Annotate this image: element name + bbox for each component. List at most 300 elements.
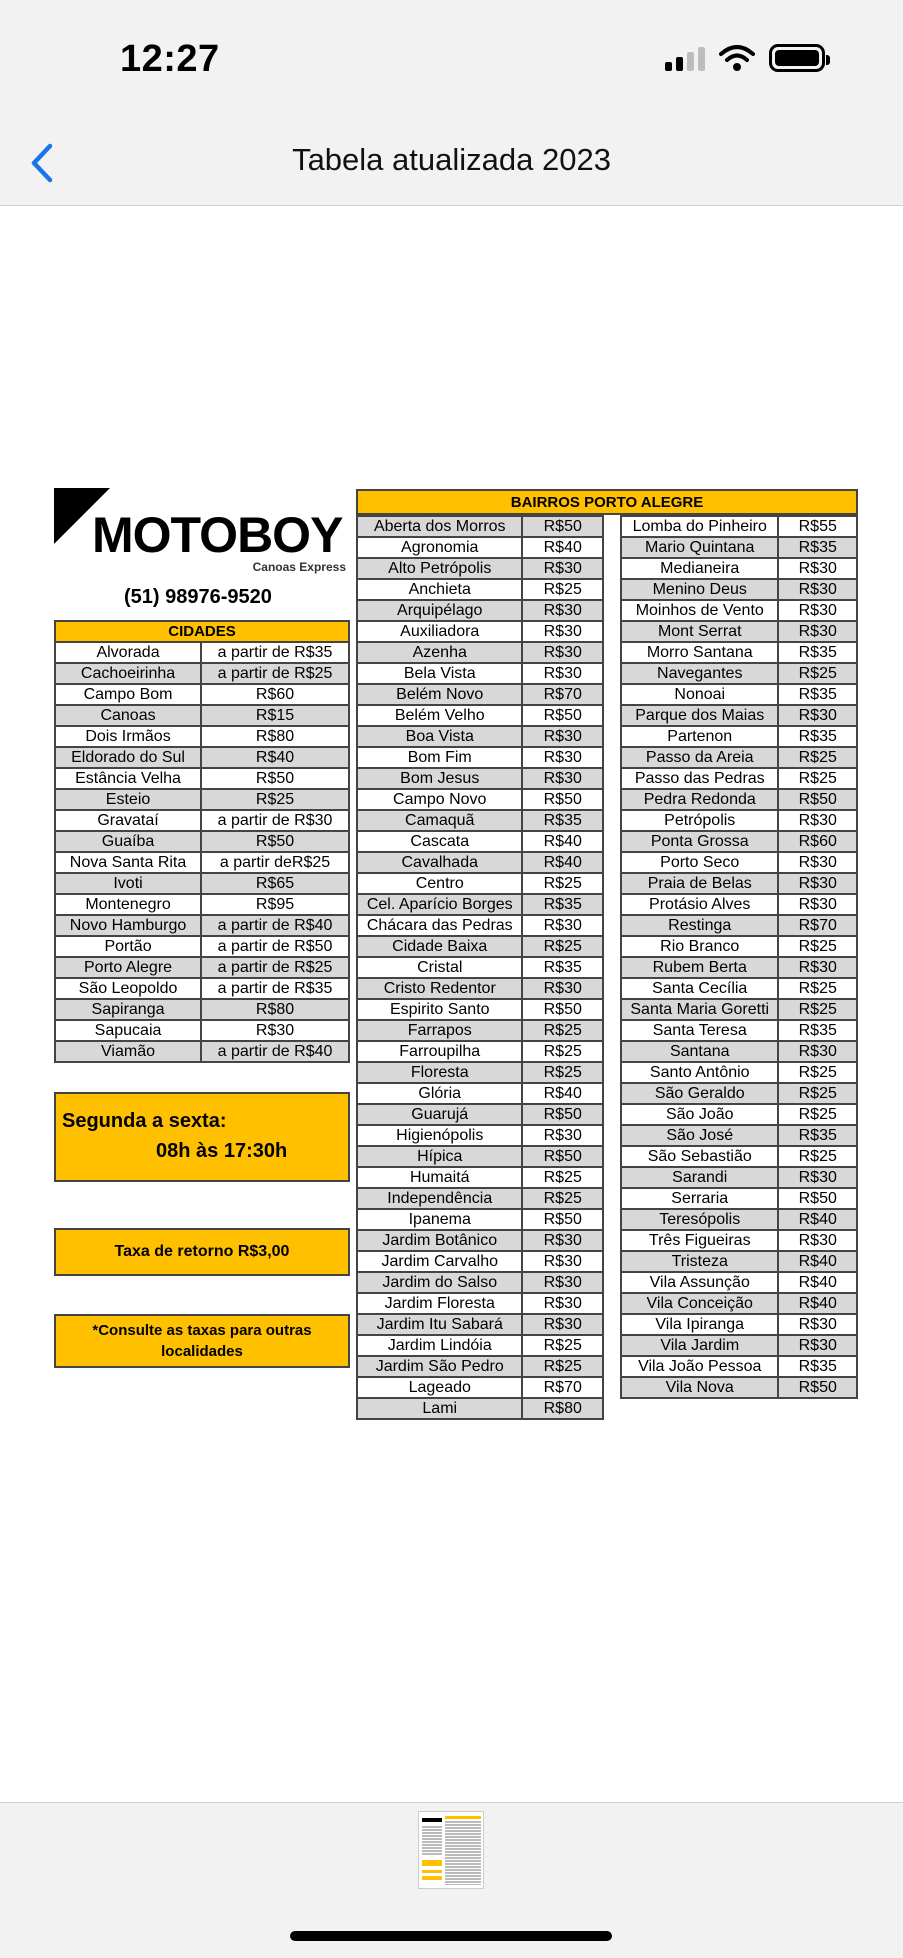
place-name-cell: Cristo Redentor: [357, 978, 522, 999]
price-cell: R$30: [522, 642, 603, 663]
place-name-cell: Santa Maria Goretti: [621, 999, 778, 1020]
bairros-header: BAIRROS PORTO ALEGRE: [357, 490, 857, 514]
place-name-cell: Boa Vista: [357, 726, 522, 747]
cidade-row: [55, 684, 349, 705]
wifi-icon: [719, 44, 755, 72]
place-name-cell: Passo da Areia: [621, 747, 778, 768]
bairros-header-table: [356, 489, 858, 515]
place-name-cell: Partenon: [621, 726, 778, 747]
bairro-row: [357, 600, 603, 621]
price-cell: a partir de R$40: [201, 1041, 349, 1062]
price-cell: R$30: [778, 873, 857, 894]
taxa-retorno-box: [54, 1228, 350, 1276]
place-name-cell: Santana: [621, 1041, 778, 1062]
place-name-cell: Campo Novo: [357, 789, 522, 810]
place-name-cell: Belém Velho: [357, 705, 522, 726]
price-cell: R$30: [778, 1167, 857, 1188]
price-cell: R$50: [201, 831, 349, 852]
taxa-retorno-text: Taxa de retorno R$3,00: [114, 1243, 290, 1260]
price-cell: R$30: [778, 621, 857, 642]
price-cell: R$30: [778, 1230, 857, 1251]
place-name-cell: Jardim Lindóia: [357, 1335, 522, 1356]
price-cell: R$30: [522, 1230, 603, 1251]
place-name-cell: Nonoai: [621, 684, 778, 705]
price-cell: R$30: [522, 1251, 603, 1272]
bairro-row: [357, 1251, 603, 1272]
price-cell: R$50: [522, 1209, 603, 1230]
place-name-cell: Bela Vista: [357, 663, 522, 684]
price-cell: R$40: [778, 1209, 857, 1230]
price-cell: R$40: [522, 1083, 603, 1104]
bairro-row: [621, 1020, 857, 1041]
cidade-row: [55, 705, 349, 726]
bairro-row: [357, 999, 603, 1020]
price-cell: R$40: [522, 537, 603, 558]
price-cell: R$30: [522, 747, 603, 768]
battery-icon: [769, 44, 825, 72]
place-name-cell: Independência: [357, 1188, 522, 1209]
place-name-cell: Alvorada: [55, 642, 201, 663]
page-thumbnail[interactable]: [418, 1811, 484, 1889]
price-cell: R$25: [522, 1041, 603, 1062]
place-name-cell: Aberta dos Morros: [357, 516, 522, 537]
place-name-cell: Viamão: [55, 1041, 201, 1062]
place-name-cell: Campo Bom: [55, 684, 201, 705]
place-name-cell: São João: [621, 1104, 778, 1125]
bairro-row: [621, 789, 857, 810]
bairro-row: [621, 558, 857, 579]
price-cell: R$35: [778, 726, 857, 747]
price-cell: R$30: [522, 621, 603, 642]
cidade-row: [55, 978, 349, 999]
place-name-cell: Dois Irmãos: [55, 726, 201, 747]
bairro-row: [357, 1356, 603, 1377]
bairro-row: [357, 558, 603, 579]
place-name-cell: Belém Novo: [357, 684, 522, 705]
place-name-cell: Tristeza: [621, 1251, 778, 1272]
price-cell: R$30: [201, 1020, 349, 1041]
bairro-row: [621, 516, 857, 537]
bairro-row: [621, 705, 857, 726]
consulte-box: [54, 1314, 350, 1368]
bairro-row: [621, 768, 857, 789]
place-name-cell: Farrapos: [357, 1020, 522, 1041]
bairro-row: [621, 1377, 857, 1398]
bairro-row: [357, 1062, 603, 1083]
bairro-row: [621, 1293, 857, 1314]
price-cell: R$80: [201, 999, 349, 1020]
price-cell: R$25: [778, 747, 857, 768]
price-cell: R$25: [522, 1188, 603, 1209]
place-name-cell: Eldorado do Sul: [55, 747, 201, 768]
place-name-cell: Porto Alegre: [55, 957, 201, 978]
bairro-row: [621, 1125, 857, 1146]
price-cell: R$55: [778, 516, 857, 537]
price-cell: a partir de R$40: [201, 915, 349, 936]
bairro-row: [357, 1146, 603, 1167]
price-cell: R$25: [522, 936, 603, 957]
place-name-cell: Sapiranga: [55, 999, 201, 1020]
place-name-cell: Moinhos de Vento: [621, 600, 778, 621]
place-name-cell: Arquipélago: [357, 600, 522, 621]
price-cell: R$30: [522, 1314, 603, 1335]
status-time: 12:27: [120, 38, 220, 80]
bairro-row: [621, 1041, 857, 1062]
place-name-cell: Rubem Berta: [621, 957, 778, 978]
place-name-cell: Restinga: [621, 915, 778, 936]
bairro-row: [357, 873, 603, 894]
place-name-cell: Bom Jesus: [357, 768, 522, 789]
bairro-row: [621, 810, 857, 831]
bairro-row: [621, 1251, 857, 1272]
cidade-row: [55, 747, 349, 768]
price-cell: R$30: [778, 705, 857, 726]
logo-subtitle: Canoas Express: [252, 560, 346, 574]
price-cell: R$35: [778, 1020, 857, 1041]
place-name-cell: Jardim Botânico: [357, 1230, 522, 1251]
motoboy-logo: [54, 488, 350, 628]
price-cell: R$25: [778, 663, 857, 684]
document-viewer[interactable]: [0, 206, 903, 1802]
cidade-row: [55, 1041, 349, 1062]
place-name-cell: Humaitá: [357, 1167, 522, 1188]
price-cell: R$50: [522, 1146, 603, 1167]
place-name-cell: Praia de Belas: [621, 873, 778, 894]
bairro-row: [357, 1398, 603, 1419]
bairro-row: [357, 579, 603, 600]
bairro-row: [621, 1209, 857, 1230]
bairro-row: [621, 1314, 857, 1335]
logo-phone: (51) 98976-9520: [124, 586, 272, 608]
place-name-cell: Vila João Pessoa: [621, 1356, 778, 1377]
price-cell: R$35: [522, 810, 603, 831]
price-cell: R$35: [778, 1356, 857, 1377]
place-name-cell: São Sebastião: [621, 1146, 778, 1167]
bairro-row: [357, 789, 603, 810]
cidades-header: CIDADES: [55, 621, 349, 642]
status-icons: [665, 44, 825, 72]
bairro-row: [357, 663, 603, 684]
price-cell: R$50: [778, 789, 857, 810]
bairro-row: [621, 684, 857, 705]
price-cell: a partir de R$35: [201, 642, 349, 663]
bairro-row: [357, 936, 603, 957]
price-cell: R$60: [778, 831, 857, 852]
bairro-row: [357, 705, 603, 726]
bairro-row: [357, 1314, 603, 1335]
price-cell: R$25: [522, 1335, 603, 1356]
status-bar: [0, 0, 903, 120]
bairro-row: [357, 957, 603, 978]
place-name-cell: Alto Petrópolis: [357, 558, 522, 579]
place-name-cell: Floresta: [357, 1062, 522, 1083]
price-cell: R$95: [201, 894, 349, 915]
price-cell: R$30: [778, 894, 857, 915]
place-name-cell: Pedra Redonda: [621, 789, 778, 810]
place-name-cell: Santa Teresa: [621, 1020, 778, 1041]
price-cell: R$25: [778, 999, 857, 1020]
place-name-cell: Ponta Grossa: [621, 831, 778, 852]
price-cell: R$50: [522, 999, 603, 1020]
bairro-row: [357, 1377, 603, 1398]
bairro-row: [621, 1188, 857, 1209]
bairro-row: [357, 726, 603, 747]
price-cell: R$30: [778, 1314, 857, 1335]
bairro-row: [357, 1125, 603, 1146]
hours-days: Segunda a sexta:: [62, 1110, 227, 1132]
price-cell: R$70: [522, 684, 603, 705]
cidades-table: [54, 620, 350, 1063]
place-name-cell: Azenha: [357, 642, 522, 663]
price-cell: R$35: [522, 894, 603, 915]
place-name-cell: Passo das Pedras: [621, 768, 778, 789]
bairro-row: [357, 1272, 603, 1293]
bairro-row: [357, 1020, 603, 1041]
price-cell: R$30: [522, 663, 603, 684]
bairro-row: [621, 579, 857, 600]
bairro-row: [621, 726, 857, 747]
place-name-cell: São Leopoldo: [55, 978, 201, 999]
place-name-cell: Lomba do Pinheiro: [621, 516, 778, 537]
price-cell: R$30: [522, 1272, 603, 1293]
price-cell: R$50: [778, 1188, 857, 1209]
place-name-cell: Esteio: [55, 789, 201, 810]
bairro-row: [621, 1104, 857, 1125]
price-cell: R$25: [778, 1062, 857, 1083]
place-name-cell: Cavalhada: [357, 852, 522, 873]
price-cell: R$40: [778, 1293, 857, 1314]
place-name-cell: Sarandi: [621, 1167, 778, 1188]
place-name-cell: Gravataí: [55, 810, 201, 831]
place-name-cell: Menino Deus: [621, 579, 778, 600]
place-name-cell: Chácara das Pedras: [357, 915, 522, 936]
place-name-cell: Lami: [357, 1398, 522, 1419]
price-cell: R$40: [778, 1251, 857, 1272]
place-name-cell: Mario Quintana: [621, 537, 778, 558]
price-cell: R$30: [522, 768, 603, 789]
cidade-row: [55, 642, 349, 663]
bairro-row: [621, 1167, 857, 1188]
place-name-cell: Higienópolis: [357, 1125, 522, 1146]
price-cell: R$30: [522, 726, 603, 747]
place-name-cell: Vila Conceição: [621, 1293, 778, 1314]
bairro-row: [621, 957, 857, 978]
place-name-cell: Jardim Carvalho: [357, 1251, 522, 1272]
price-cell: R$30: [522, 558, 603, 579]
place-name-cell: Auxiliadora: [357, 621, 522, 642]
hours-time: 08h às 17:30h: [156, 1140, 288, 1162]
price-cell: R$65: [201, 873, 349, 894]
bairro-row: [621, 1230, 857, 1251]
cidade-row: [55, 957, 349, 978]
place-name-cell: Glória: [357, 1083, 522, 1104]
price-cell: R$50: [778, 1377, 857, 1398]
bairro-row: [357, 810, 603, 831]
place-name-cell: Agronomia: [357, 537, 522, 558]
bairro-row: [357, 894, 603, 915]
price-cell: R$40: [201, 747, 349, 768]
bairro-row: [621, 747, 857, 768]
page-title: Tabela atualizada 2023: [292, 142, 611, 177]
place-name-cell: Nova Santa Rita: [55, 852, 201, 873]
bairro-row: [621, 999, 857, 1020]
place-name-cell: Sapucaia: [55, 1020, 201, 1041]
bairro-row: [357, 1230, 603, 1251]
bairro-row: [621, 873, 857, 894]
place-name-cell: Estância Velha: [55, 768, 201, 789]
cidade-row: [55, 831, 349, 852]
price-cell: R$30: [778, 558, 857, 579]
cidade-row: [55, 810, 349, 831]
cellular-signal-icon: [665, 45, 705, 71]
price-cell: R$70: [778, 915, 857, 936]
price-cell: R$30: [778, 1041, 857, 1062]
bairro-row: [357, 768, 603, 789]
place-name-cell: Cachoeirinha: [55, 663, 201, 684]
place-name-cell: Canoas: [55, 705, 201, 726]
bairro-row: [357, 1293, 603, 1314]
bairro-row: [621, 978, 857, 999]
price-cell: R$25: [778, 1146, 857, 1167]
bairro-row: [357, 537, 603, 558]
bairro-row: [357, 852, 603, 873]
price-cell: R$30: [778, 852, 857, 873]
bairro-row: [357, 1209, 603, 1230]
price-cell: R$30: [778, 810, 857, 831]
place-name-cell: Serraria: [621, 1188, 778, 1209]
price-cell: a partir deR$25: [201, 852, 349, 873]
place-name-cell: Morro Santana: [621, 642, 778, 663]
place-name-cell: São Geraldo: [621, 1083, 778, 1104]
bairro-row: [621, 1272, 857, 1293]
cidade-row: [55, 789, 349, 810]
bairro-row: [357, 1083, 603, 1104]
bairro-row: [357, 516, 603, 537]
place-name-cell: Anchieta: [357, 579, 522, 600]
place-name-cell: Santa Cecília: [621, 978, 778, 999]
price-cell: R$60: [201, 684, 349, 705]
place-name-cell: Protásio Alves: [621, 894, 778, 915]
cidade-row: [55, 852, 349, 873]
bairro-row: [357, 1188, 603, 1209]
price-cell: R$30: [522, 600, 603, 621]
price-cell: R$80: [201, 726, 349, 747]
price-cell: R$40: [778, 1272, 857, 1293]
place-name-cell: Rio Branco: [621, 936, 778, 957]
place-name-cell: Cristal: [357, 957, 522, 978]
place-name-cell: Navegantes: [621, 663, 778, 684]
bairro-row: [621, 894, 857, 915]
price-cell: R$15: [201, 705, 349, 726]
place-name-cell: Lageado: [357, 1377, 522, 1398]
place-name-cell: Cascata: [357, 831, 522, 852]
place-name-cell: Farroupilha: [357, 1041, 522, 1062]
price-cell: R$30: [778, 579, 857, 600]
bairro-row: [357, 1104, 603, 1125]
bairros-right-table: [620, 515, 858, 1399]
bairros-left-table: [356, 515, 604, 1420]
price-cell: R$25: [522, 873, 603, 894]
price-cell: R$35: [778, 1125, 857, 1146]
place-name-cell: Cel. Aparício Borges: [357, 894, 522, 915]
price-cell: a partir de R$50: [201, 936, 349, 957]
place-name-cell: Bom Fim: [357, 747, 522, 768]
bairro-row: [357, 1167, 603, 1188]
price-cell: R$25: [522, 1356, 603, 1377]
place-name-cell: Camaquã: [357, 810, 522, 831]
place-name-cell: Jardim do Salso: [357, 1272, 522, 1293]
place-name-cell: Montenegro: [55, 894, 201, 915]
cidade-row: [55, 663, 349, 684]
price-cell: R$40: [522, 852, 603, 873]
price-cell: R$50: [522, 1104, 603, 1125]
price-cell: R$30: [778, 957, 857, 978]
price-cell: R$25: [522, 1062, 603, 1083]
place-name-cell: Espirito Santo: [357, 999, 522, 1020]
price-cell: a partir de R$30: [201, 810, 349, 831]
bairro-row: [357, 642, 603, 663]
bairro-row: [621, 1146, 857, 1167]
bottom-toolbar: [0, 1802, 903, 1958]
price-cell: R$25: [522, 1020, 603, 1041]
bairro-row: [621, 1356, 857, 1377]
nav-bar: [0, 120, 903, 206]
bairro-row: [621, 852, 857, 873]
place-name-cell: Guaíba: [55, 831, 201, 852]
cidade-row: [55, 873, 349, 894]
home-indicator[interactable]: [290, 1931, 612, 1941]
bairro-row: [357, 1041, 603, 1062]
price-cell: R$50: [522, 789, 603, 810]
place-name-cell: Ipanema: [357, 1209, 522, 1230]
price-cell: R$35: [778, 537, 857, 558]
place-name-cell: Petrópolis: [621, 810, 778, 831]
bairro-row: [357, 684, 603, 705]
place-name-cell: Porto Seco: [621, 852, 778, 873]
price-cell: a partir de R$35: [201, 978, 349, 999]
bairro-row: [357, 1335, 603, 1356]
price-cell: R$50: [522, 705, 603, 726]
bairro-row: [357, 831, 603, 852]
price-cell: R$25: [778, 978, 857, 999]
bairro-row: [357, 915, 603, 936]
place-name-cell: Portão: [55, 936, 201, 957]
place-name-cell: Hípica: [357, 1146, 522, 1167]
price-cell: R$25: [522, 1167, 603, 1188]
bairro-row: [621, 621, 857, 642]
place-name-cell: Vila Assunção: [621, 1272, 778, 1293]
bairro-row: [621, 915, 857, 936]
bairro-row: [621, 600, 857, 621]
bairro-row: [621, 1062, 857, 1083]
cidade-row: [55, 894, 349, 915]
hours-box: [54, 1092, 350, 1182]
price-cell: R$50: [201, 768, 349, 789]
price-cell: R$35: [778, 642, 857, 663]
bairro-row: [621, 537, 857, 558]
price-cell: R$50: [522, 516, 603, 537]
price-cell: R$80: [522, 1398, 603, 1419]
place-name-cell: Cidade Baixa: [357, 936, 522, 957]
cidade-row: [55, 726, 349, 747]
bairro-row: [621, 831, 857, 852]
price-cell: R$30: [522, 978, 603, 999]
price-cell: R$35: [522, 957, 603, 978]
price-cell: R$35: [778, 684, 857, 705]
place-name-cell: Três Figueiras: [621, 1230, 778, 1251]
place-name-cell: Novo Hamburgo: [55, 915, 201, 936]
place-name-cell: Parque dos Maias: [621, 705, 778, 726]
